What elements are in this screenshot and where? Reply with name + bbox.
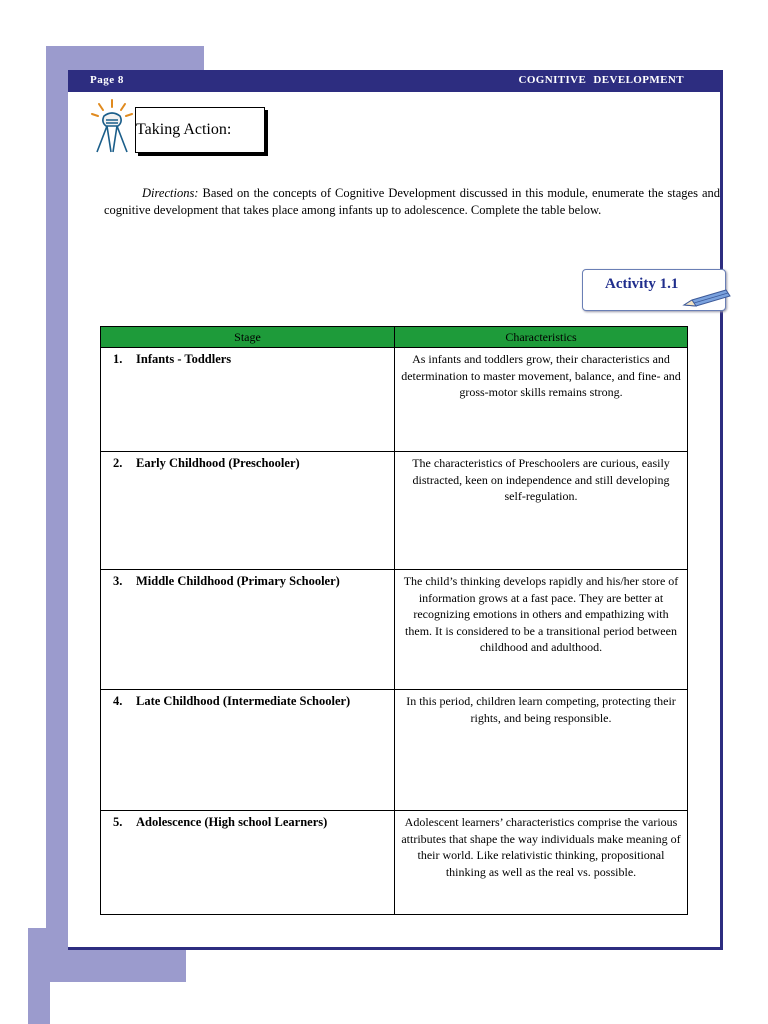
- pencil-icon: [682, 288, 732, 310]
- stage-name: Adolescence (High school Learners): [136, 815, 328, 829]
- stages-table: [100, 326, 688, 915]
- stage-number: 2.: [113, 456, 123, 470]
- characteristics-text: The characteristics of Preschoolers are curious, easily distracted, keen on independence and still developing self-regulation.: [412, 456, 670, 503]
- table-row: [101, 452, 688, 570]
- characteristics-text: As infants and toddlers grow, their characteristics and determination to master movement, balance, and fine- and gross-motor skills remains strong.: [401, 352, 681, 399]
- table-header-row: [101, 327, 688, 348]
- characteristics-cell: [395, 811, 688, 915]
- characteristics-cell: [395, 570, 688, 690]
- stage-cell: [101, 690, 395, 811]
- stage-cell: [101, 348, 395, 452]
- characteristics-cell: [395, 690, 688, 811]
- section-title: COGNITIVE DEVELOPMENT: [518, 74, 684, 86]
- page-header: [68, 70, 720, 92]
- header-stage: Stage: [101, 327, 395, 348]
- stage-cell: [101, 811, 395, 915]
- taking-action-title: Taking Action:: [136, 121, 232, 138]
- handshake-icon: [88, 98, 136, 156]
- stage-name: Early Childhood (Preschooler): [136, 456, 300, 470]
- document-page: [68, 70, 723, 950]
- stage-number: 1.: [113, 352, 123, 366]
- stage-cell: [101, 570, 395, 690]
- table-row: [101, 348, 688, 452]
- header-characteristics: Characteristics: [395, 327, 688, 348]
- activity-label: Activity 1.1: [605, 276, 679, 292]
- stage-name: Middle Childhood (Primary Schooler): [136, 574, 340, 588]
- table-row: [101, 811, 688, 915]
- directions-text: Based on the concepts of Cognitive Development discussed in this module, enumerate the stages and cognitive development that takes place among infants up to adolescence. Complete the table below.: [104, 185, 721, 217]
- stage-name: Infants - Toddlers: [136, 352, 232, 366]
- characteristics-text: In this period, children learn competing, protecting their rights, and being responsible.: [406, 694, 676, 725]
- stage-name: Late Childhood (Intermediate Schooler): [136, 694, 351, 708]
- characteristics-text: The child’s thinking develops rapidly and his/her store of information grows at a fast pace. They are better at recognizing emotions in others and empathizing with them. It is considered to be a transitional period between childhood and adulthood.: [403, 574, 679, 654]
- characteristics-cell: [395, 348, 688, 452]
- table-row: [101, 570, 688, 690]
- stage-number: 5.: [113, 815, 123, 829]
- characteristics-cell: [395, 452, 688, 570]
- page-number: Page 8: [90, 74, 124, 86]
- stage-number: 4.: [113, 694, 123, 708]
- stage-cell: [101, 452, 395, 570]
- stage-number: 3.: [113, 574, 123, 588]
- table-row: [101, 690, 688, 811]
- characteristics-text: Adolescent learners’ characteristics comprise the various attributes that shape the way individuals make meaning of their world. Like relativistic thinking, propositional thinking as well as the real vs. possible.: [401, 815, 681, 879]
- directions-label: Directions:: [142, 185, 199, 200]
- directions-paragraph: [104, 185, 720, 219]
- decorative-frame-bottom-stem: [28, 928, 50, 1024]
- decorative-frame-left: [46, 46, 68, 946]
